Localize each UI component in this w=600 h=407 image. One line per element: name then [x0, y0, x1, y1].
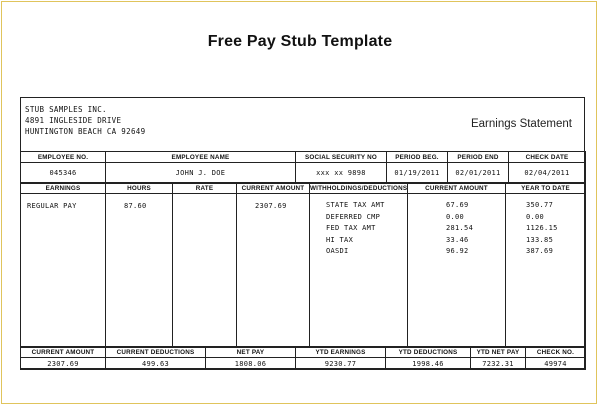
ssn: xxx xx 9898 — [296, 163, 387, 184]
deduction-current: 96.92 — [446, 247, 469, 255]
check-date: 02/04/2011 — [509, 163, 586, 184]
totals-header-row — [21, 347, 586, 358]
employee-header-row — [21, 152, 586, 163]
company-address-line1: 4891 INGLESIDE DRIVE — [25, 116, 122, 125]
deduction-current: 33.46 — [446, 235, 469, 244]
employee-no: 045346 — [21, 163, 106, 184]
earnings-type: REGULAR PAY — [21, 194, 106, 348]
net-pay-header: NET PAY — [206, 347, 296, 358]
net-pay: 1808.06 — [206, 358, 296, 370]
hours-header: HOURS — [106, 183, 173, 194]
company-block — [25, 104, 145, 137]
period-beg: 01/19/2011 — [387, 163, 448, 184]
pay-stub — [20, 97, 585, 369]
deduction-current: 67.69 — [446, 201, 469, 209]
employee-name-header: EMPLOYEE NAME — [106, 152, 296, 163]
ytd-earnings-header: YTD EARNINGS — [296, 347, 386, 358]
deduction-name: HI TAX — [326, 235, 354, 244]
ytd-deductions: 1998.46 — [386, 358, 471, 370]
earnings-hours: 87.60 — [106, 194, 173, 348]
deduction-ytd: 387.69 — [526, 247, 554, 255]
check-no: 49974 — [526, 358, 586, 370]
ytd-net-pay-header: YTD NET PAY — [471, 347, 526, 358]
ytd-earnings: 9230.77 — [296, 358, 386, 370]
employee-values-row — [21, 163, 586, 184]
deduction-name: OASDI — [326, 247, 349, 255]
earnings-table — [20, 182, 586, 348]
total-current-amount: 2307.69 — [21, 358, 106, 370]
earnings-current-amount: 2307.69 — [237, 194, 310, 348]
employee-no-header: EMPLOYEE NO. — [21, 152, 106, 163]
ytd-net-pay: 7232.31 — [471, 358, 526, 370]
company-address-line2: HUNTINGTON BEACH CA 92649 — [25, 127, 146, 136]
earnings-body-row — [21, 194, 586, 348]
check-date-header: CHECK DATE — [509, 152, 586, 163]
page-title: Free Pay Stub Template — [207, 33, 393, 50]
check-no-header: CHECK NO. — [526, 347, 586, 358]
deduction-current: 281.54 — [446, 224, 474, 232]
rate-header: RATE — [173, 183, 237, 194]
period-end: 02/01/2011 — [448, 163, 509, 184]
period-end-header: PERIOD END — [448, 152, 509, 163]
total-current-deductions-header: CURRENT DEDUCTIONS — [106, 347, 206, 358]
deduction-current-header: CURRENT AMOUNT — [408, 183, 506, 194]
deduction-name: DEFERRED CMP — [326, 212, 381, 221]
employee-info-table — [20, 151, 586, 184]
deduction-ytd: 0.00 — [526, 212, 545, 221]
withholdings-header: WITHHOLDINGS/DEDUCTIONS — [310, 184, 408, 192]
total-current-deductions: 499.63 — [106, 358, 206, 370]
deduction-ytd: 1126.15 — [526, 224, 558, 232]
deduction-name: STATE TAX AMT — [326, 201, 385, 209]
earnings-statement-label: Earnings Statement — [470, 118, 572, 130]
employee-name: JOHN J. DOE — [106, 163, 296, 184]
deduction-current: 0.00 — [446, 212, 465, 221]
totals-values-row — [21, 358, 586, 370]
deduction-ytd: 350.77 — [526, 201, 554, 209]
company-name: STUB SAMPLES INC. — [25, 105, 107, 114]
deduction-ytd: 133.85 — [526, 235, 554, 244]
total-current-amount-header: CURRENT AMOUNT — [21, 347, 106, 358]
deduction-currents — [408, 194, 506, 348]
earnings-header: EARNINGS — [21, 183, 106, 194]
period-beg-header: PERIOD BEG. — [387, 152, 448, 163]
ssn-header: SOCIAL SECURITY NO — [296, 152, 387, 163]
earnings-rate — [173, 194, 237, 348]
earnings-header-row — [21, 183, 586, 194]
ytd-deductions-header: YTD DEDUCTIONS — [386, 347, 471, 358]
totals-table — [20, 346, 586, 370]
deduction-name: FED TAX AMT — [326, 224, 376, 232]
ytd-header: YEAR TO DATE — [506, 183, 586, 194]
deduction-names — [310, 194, 408, 348]
current-amount-header: CURRENT AMOUNT — [237, 183, 310, 194]
deduction-ytds — [506, 194, 586, 348]
